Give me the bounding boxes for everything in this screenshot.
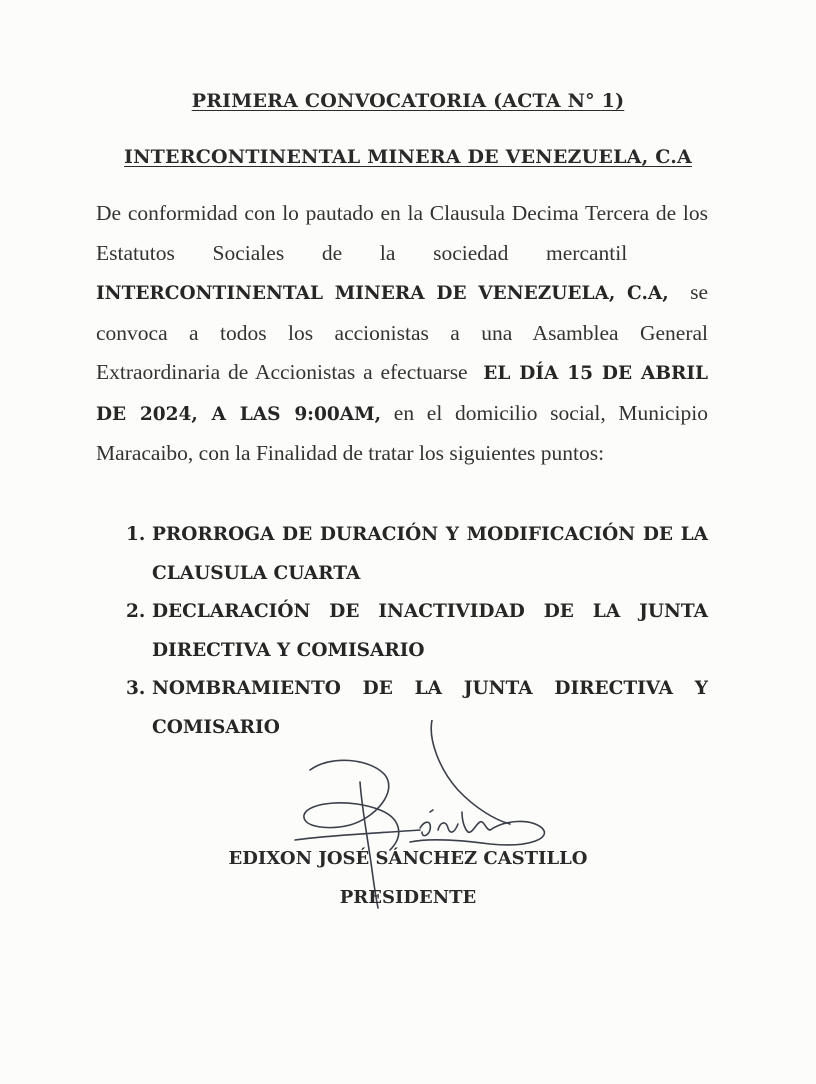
agenda-list (126, 516, 708, 747)
agenda-item-text: NOMBRAMIENTO DE LA JUNTA DIRECTIVA Y COMISARIO (152, 678, 708, 738)
agenda-item-number: 3. (126, 678, 146, 699)
signatory-role: PRESIDENTE (339, 887, 477, 908)
company-name-bold: INTERCONTINENTAL MINERA DE VENEZUELA, C.A, (96, 283, 669, 304)
agenda-item (126, 593, 708, 670)
handwritten-signature (290, 720, 560, 910)
agenda-item-number: 2. (126, 601, 146, 622)
meeting-date-bold: EL DÍA 15 DE ABRIL DE 2024, A LAS 9:00AM, (96, 363, 708, 425)
location-text: en el domicilio social, Municipio Maracaibo, con la Finalidad de tratar los siguientes puntos: (96, 400, 709, 465)
signatory-name: EDIXON JOSÉ SÁNCHEZ CASTILLO (228, 848, 588, 869)
convocation-paragraph (96, 194, 708, 474)
intro-text: De conformidad con lo pautado en la Clausula Decima Tercera de los Estatutos Sociales de la sociedad mercantil (96, 201, 708, 265)
agenda-item-number: 1. (126, 524, 146, 545)
convocation-title: PRIMERA CONVOCATORIA (ACTA N° 1) (191, 90, 625, 112)
agenda-item-text: DECLARACIÓN DE INACTIVIDAD DE LA JUNTA DIRECTIVA Y COMISARIO (152, 601, 708, 661)
convoca-text: se convoca a todos los accionistas a una Asamblea General Extraordinaria de Accionistas a efectuarse (96, 280, 709, 384)
agenda-item-text: PRORROGA DE DURACIÓN Y MODIFICACIÓN DE LA CLAUSULA CUARTA (152, 524, 708, 584)
agenda-item (126, 516, 708, 593)
company-title: INTERCONTINENTAL MINERA DE VENEZUELA, C.A (124, 146, 692, 168)
